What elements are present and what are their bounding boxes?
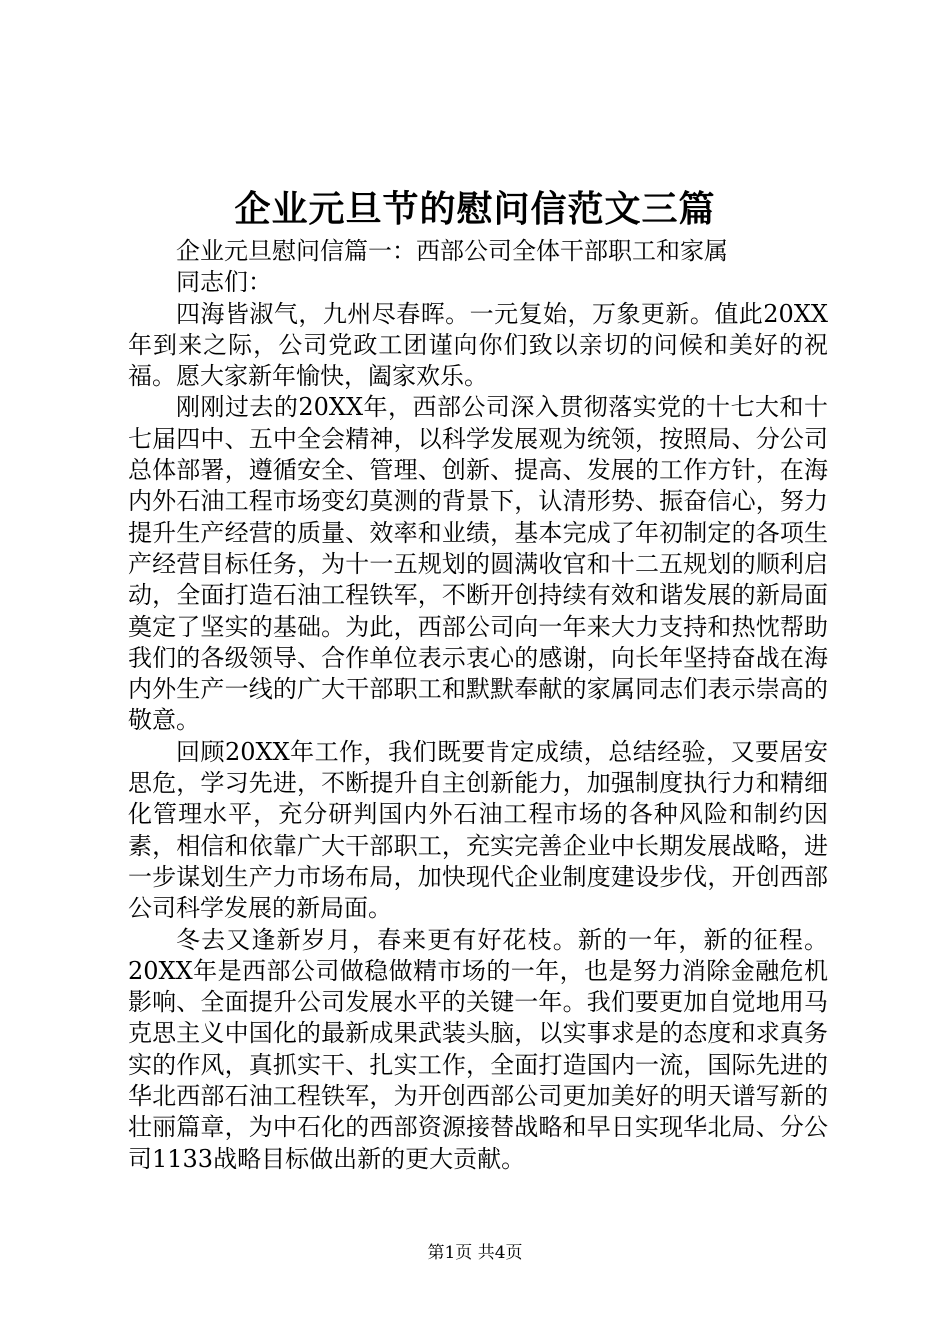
paragraph-1: 四海皆淑气，九州尽春晖。一元复始，万象更新。值此20XX年到来之际，公司党政工团谨向你们致以亲切的问候和美好的祝福。愿大家新年愉快，阖家欢乐。 — [128, 299, 828, 391]
salutation: 同志们： — [176, 268, 272, 297]
paragraph-3: 回顾20XX年工作，我们既要肯定成绩，总结经验，又要居安思危，学习先进，不断提升自主创新能力，加强制度执行力和精细化管理水平，充分研判国内外石油工程市场的各种风险和制约因素，相信和依靠广大干部职工，充实完善企业中长期发展战略，进一步谋划生产力市场布局，加快现代企业制度建设步伐，开创西部公司科学发展的新局面。 — [128, 737, 828, 923]
paragraph-4: 冬去又逢新岁月，春来更有好花枝。新的一年，新的征程。20XX年是西部公司做稳做精市场的一年，也是努力消除金融危机影响、全面提升公司发展水平的关键一年。我们要更加自觉地用马克思主义中国化的最新成果武装头脑，以实事求是的态度和求真务实的作风，真抓实干、扎实工作，全面打造国内一流，国际先进的华北西部石油工程铁军，为开创西部公司更加美好的明天谱写新的壮丽篇章，为中石化的西部资源接替战略和早日实现华北局、分公司1133战略目标做出新的更大贡献。 — [128, 925, 828, 1173]
document-title: 企业元旦节的慰问信范文三篇 — [234, 188, 716, 230]
page-footer: 第1页 共4页 — [427, 1243, 523, 1263]
document-body — [128, 236, 828, 1175]
paragraph-2: 刚刚过去的20XX年，西部公司深入贯彻落实党的十七大和十七届四中、五中全会精神，以科学发展观为统领，按照局、分公司总体部署，遵循安全、管理、创新、提高、发展的工作方针，在海内外石油工程市场变幻莫测的背景下，认清形势、振奋信心，努力提升生产经营的质量、效率和业绩，基本完成了年初制定的各项生产经营目标任务，为十一五规划的圆满收官和十二五规划的顺利启动，全面打造石油工程铁军，不断开创持续有效和谐发展的新局面奠定了坚实的基础。为此，西部公司向一年来大力支持和热忱帮助我们的各级领导、合作单位表示衷心的感谢，向长年坚持奋战在海内外生产一线的广大干部职工和默默奉献的家属同志们表示崇高的敬意。 — [128, 393, 828, 735]
section-heading: 企业元旦慰问信篇一：西部公司全体干部职工和家属 — [176, 237, 728, 265]
